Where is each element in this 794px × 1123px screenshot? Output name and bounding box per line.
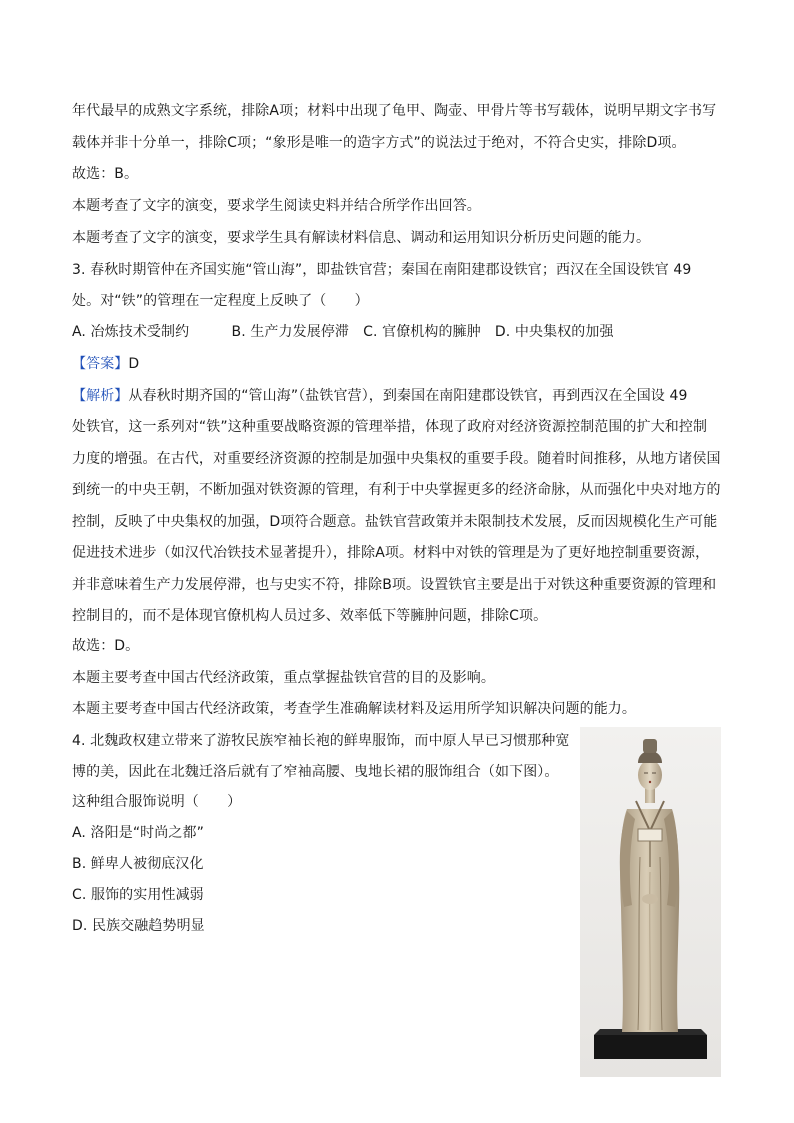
- summary-note: 本题主要考查中国古代经济政策，重点掌握盐铁官营的目的及影响。: [72, 670, 495, 686]
- analysis-text: 控制目的，而不是体现官僚机构人员过多、效率低下等臃肿问题，排除C项。: [72, 608, 548, 624]
- summary-note: 本题考查了文字的演变，要求学生阅读史料并结合所学作出回答。: [72, 198, 481, 214]
- analysis-text: 力度的增强。在古代，对重要经济资源的控制是加强中央集权的重要手段。随着时间推移，从地方诸侯国: [72, 451, 721, 467]
- answer-value: D: [128, 356, 140, 372]
- paragraph: 载体并非十分单一，排除C项；“象形是唯一的造字方式”的说法过于绝对，不符合史实，排除D项。: [72, 135, 686, 151]
- question-4-stem: 博的美，因此在北魏迁洛后就有了窄袖高腰、曳地长裙的服饰组合（如下图）。: [72, 764, 559, 780]
- question-3-stem: 处。对“铁”的管理在一定程度上反映了（ ）: [72, 293, 369, 309]
- answer-choice: 故选：B。: [72, 166, 139, 182]
- answer-line: [72, 354, 139, 374]
- paragraph: 年代最早的成熟文字系统，排除A项；材料中出现了龟甲、陶壶、甲骨片等书写载体，说明早期文字书写: [72, 103, 717, 119]
- answer-tag: 【答案】: [72, 356, 129, 372]
- question-4-option-c: C. 服饰的实用性减弱: [72, 887, 204, 903]
- question-3-stem: 3. 春秋时期管仲在齐国实施“管山海”，即盐铁官营；秦国在南阳建郡设铁官；西汉在全国设铁官 49: [72, 262, 692, 278]
- question-3-options: A. 冶炼技术受制约 B. 生产力发展停滞 C. 官僚机构的臃肿 D. 中央集权的加强: [72, 324, 614, 340]
- analysis-text: 并非意味着生产力发展停滞，也与史实不符，排除B项。设置铁官主要是出于对铁这种重要资源的管理和: [72, 577, 717, 593]
- analysis-line: [72, 386, 687, 406]
- analysis-tag: 【解析】: [72, 388, 129, 404]
- analysis-text: 促进技术进步（如汉代冶铁技术显著提升），排除A项。材料中对铁的管理是为了更好地控制重要资源，: [72, 545, 710, 561]
- analysis-text: 从春秋时期齐国的“管山海”（盐铁官营），到秦国在南阳建郡设铁官，再到西汉在全国设 49: [128, 388, 688, 404]
- analysis-text: 到统一的中央王朝，不断加强对铁资源的管理，有利于中央掌握更多的经济命脉，从而强化中央对地方的: [72, 482, 721, 498]
- analysis-text: 处铁官，这一系列对“铁”这种重要战略资源的管理举措，体现了政府对经济资源控制范围的扩大和控制: [72, 419, 708, 435]
- analysis-text: 控制，反映了中央集权的加强，D项符合题意。盐铁官营政策并未限制技术发展，反而因规模化生产可能: [72, 514, 718, 530]
- question-4-option-d: D. 民族交融趋势明显: [72, 918, 205, 934]
- answer-choice: 故选：D。: [72, 638, 140, 654]
- question-4-stem: 4. 北魏政权建立带来了游牧民族窄袖长袍的鲜卑服饰，而中原人早已习惯那种宽: [72, 733, 570, 749]
- question-4-option-b: B. 鲜卑人被彻底汉化: [72, 856, 204, 872]
- question-4-stem: 这种组合服饰说明（ ）: [72, 794, 242, 810]
- summary-note: 本题主要考查中国古代经济政策，考查学生准确解读材料及运用所学知识解决问题的能力。: [72, 701, 636, 717]
- figurine-image: [580, 727, 721, 1077]
- question-4-option-a: A. 洛阳是“时尚之都”: [72, 825, 204, 841]
- summary-note: 本题考查了文字的演变，要求学生具有解读材料信息、调动和运用知识分析历史问题的能力。: [72, 230, 651, 246]
